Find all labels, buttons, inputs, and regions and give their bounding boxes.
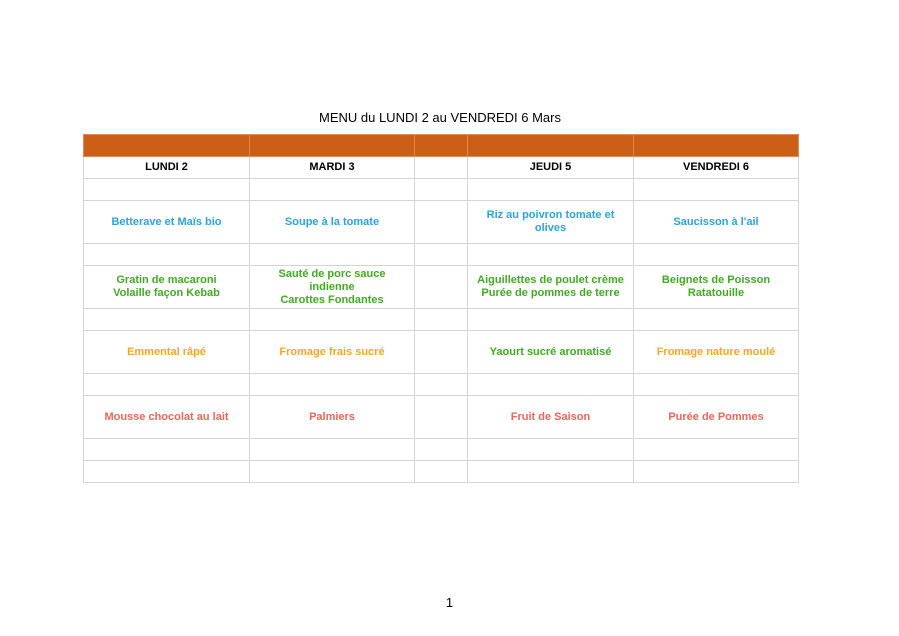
empty-cell bbox=[468, 244, 634, 266]
empty-cell bbox=[468, 461, 634, 483]
spacer-row bbox=[84, 179, 799, 201]
empty-cell bbox=[415, 179, 468, 201]
empty-cell bbox=[468, 439, 634, 461]
plat-side: Ratatouille bbox=[687, 287, 745, 299]
fromage-friday: Fromage nature moulé bbox=[634, 331, 799, 374]
plat-side: Volaille façon Kebab bbox=[113, 287, 220, 299]
plat-row bbox=[84, 266, 799, 309]
plat-thursday bbox=[468, 266, 634, 309]
plat-main: Beignets de Poisson bbox=[661, 274, 771, 286]
empty-cell bbox=[415, 439, 468, 461]
day-wednesday bbox=[415, 157, 468, 179]
plat-main: Gratin de macaroni bbox=[116, 274, 217, 286]
day-tuesday: MARDI 3 bbox=[250, 157, 415, 179]
dessert-monday: Mousse chocolat au lait bbox=[84, 396, 250, 439]
dessert-tuesday: Palmiers bbox=[250, 396, 415, 439]
spacer-row bbox=[84, 461, 799, 483]
spacer-row bbox=[84, 244, 799, 266]
empty-cell bbox=[250, 374, 415, 396]
day-monday: LUNDI 2 bbox=[84, 157, 250, 179]
empty-cell bbox=[84, 179, 250, 201]
empty-cell bbox=[415, 244, 468, 266]
menu-title: MENU du LUNDI 2 au VENDREDI 6 Mars bbox=[318, 110, 561, 125]
header-band-cell bbox=[84, 135, 250, 157]
menu-table bbox=[83, 134, 799, 483]
empty-cell bbox=[84, 374, 250, 396]
dessert-thursday: Fruit de Saison bbox=[468, 396, 634, 439]
empty-cell bbox=[634, 374, 799, 396]
plat-main: Sauté de porc sauce indienne bbox=[278, 267, 386, 293]
empty-cell bbox=[634, 461, 799, 483]
empty-cell bbox=[250, 461, 415, 483]
empty-cell bbox=[250, 439, 415, 461]
plat-friday bbox=[634, 266, 799, 309]
entree-monday: Betterave et Maïs bio bbox=[84, 201, 250, 244]
plat-side: Purée de pommes de terre bbox=[481, 287, 620, 299]
plat-wednesday bbox=[415, 266, 468, 309]
empty-cell bbox=[634, 439, 799, 461]
header-band-cell bbox=[468, 135, 634, 157]
empty-cell bbox=[468, 309, 634, 331]
empty-cell bbox=[250, 309, 415, 331]
spacer-row bbox=[84, 439, 799, 461]
empty-cell bbox=[84, 461, 250, 483]
entree-thursday: Riz au poivron tomate et olives bbox=[468, 201, 634, 244]
fromage-thursday: Yaourt sucré aromatisé bbox=[468, 331, 634, 374]
spacer-row bbox=[84, 309, 799, 331]
entree-row bbox=[84, 201, 799, 244]
empty-cell bbox=[415, 461, 468, 483]
header-band-cell bbox=[415, 135, 468, 157]
fromage-monday: Emmental râpé bbox=[84, 331, 250, 374]
empty-cell bbox=[250, 244, 415, 266]
day-friday: VENDREDI 6 bbox=[634, 157, 799, 179]
empty-cell bbox=[84, 309, 250, 331]
spacer-row bbox=[84, 374, 799, 396]
empty-cell bbox=[468, 179, 634, 201]
empty-cell bbox=[634, 179, 799, 201]
page-number: 1 bbox=[445, 595, 454, 610]
plat-side: Carottes Fondantes bbox=[280, 293, 384, 306]
header-band-cell bbox=[250, 135, 415, 157]
dessert-friday: Purée de Pommes bbox=[634, 396, 799, 439]
entree-friday: Saucisson à l'ail bbox=[634, 201, 799, 244]
empty-cell bbox=[84, 439, 250, 461]
dessert-wednesday bbox=[415, 396, 468, 439]
day-thursday: JEUDI 5 bbox=[468, 157, 634, 179]
dessert-row bbox=[84, 396, 799, 439]
plat-main: Aiguillettes de poulet crème bbox=[477, 274, 624, 286]
empty-cell bbox=[468, 374, 634, 396]
empty-cell bbox=[84, 244, 250, 266]
fromage-row bbox=[84, 331, 799, 374]
plat-monday bbox=[84, 266, 250, 309]
empty-cell bbox=[250, 179, 415, 201]
entree-wednesday bbox=[415, 201, 468, 244]
empty-cell bbox=[415, 374, 468, 396]
plat-tuesday bbox=[250, 266, 415, 309]
header-band-row bbox=[84, 135, 799, 157]
empty-cell bbox=[634, 309, 799, 331]
fromage-wednesday bbox=[415, 331, 468, 374]
entree-tuesday: Soupe à la tomate bbox=[250, 201, 415, 244]
empty-cell bbox=[634, 244, 799, 266]
day-header-row bbox=[84, 157, 799, 179]
header-band-cell bbox=[634, 135, 799, 157]
empty-cell bbox=[415, 309, 468, 331]
fromage-tuesday: Fromage frais sucré bbox=[250, 331, 415, 374]
